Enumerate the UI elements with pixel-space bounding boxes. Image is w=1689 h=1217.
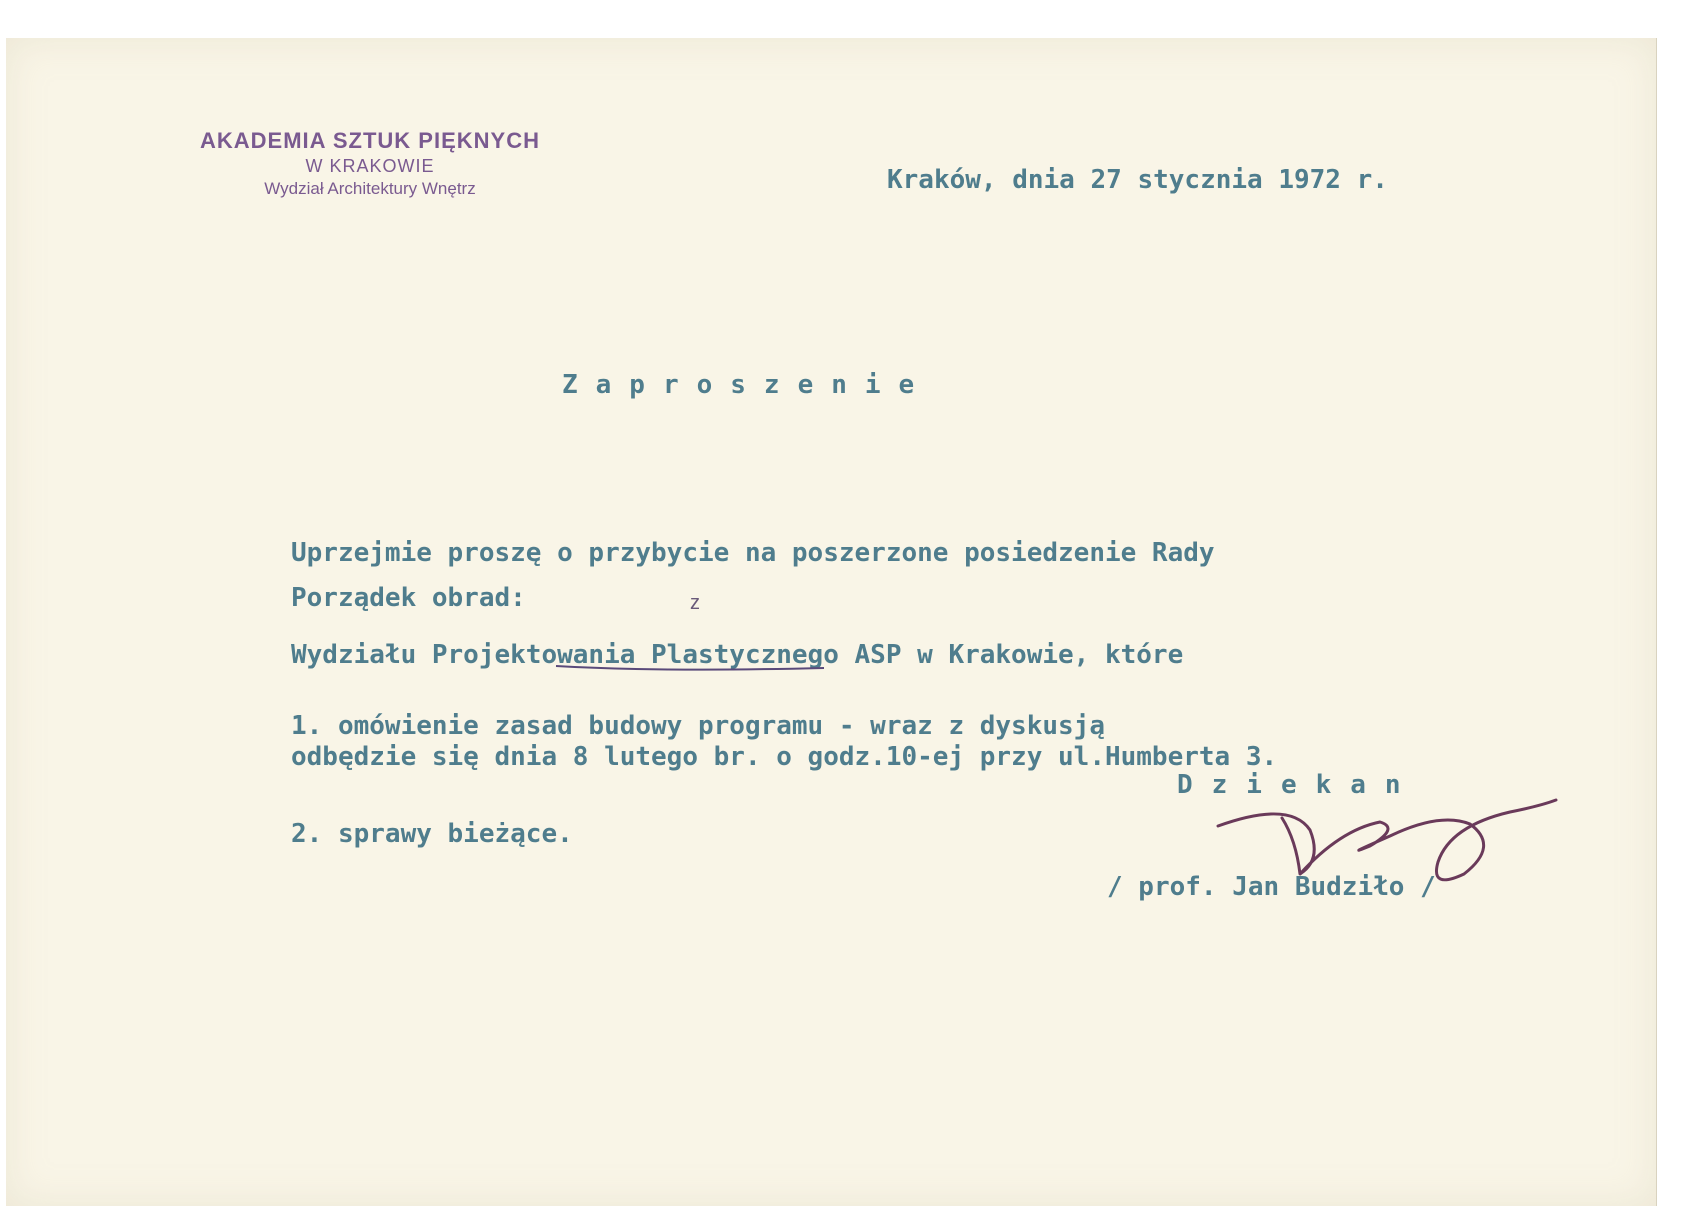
handwritten-signature [1218, 800, 1556, 880]
signatory-role: Dziekan [1177, 770, 1420, 800]
pen-underline [556, 666, 824, 670]
stamp-line-3: Wydział Architektury Wnętrz [264, 179, 476, 198]
handwritten-correction: z [690, 592, 700, 614]
agenda-item: 2. sprawy bieżące. [291, 819, 573, 849]
agenda-heading: Porządek obrad: [291, 583, 526, 613]
paragraph-line: Wydziału Projektowania Plastycznego ASP w Krakowie, które [291, 640, 1184, 670]
letter-date: Kraków, dnia 27 stycznia 1972 r. [887, 165, 1388, 195]
paragraph-line: odbędzie się dnia 8 lutego br. o godz.10-ej przy ul.Humberta 3. [291, 742, 1278, 772]
agenda-item: 1. omówienie zasad budowy programu - wraz z dyskusją [291, 711, 1105, 741]
signatory-name: / prof. Jan Budziło / [1107, 872, 1436, 902]
stamp-line-2: W KRAKOWIE [305, 156, 435, 176]
paragraph-line: Uprzejmie proszę o przybycie na poszerzone posiedzenie Rady [291, 538, 1215, 568]
handwritten-signature-stroke [1282, 818, 1300, 874]
letter-title: Zaproszenie [562, 370, 933, 400]
stamp-line-1: AKADEMIA SZTUK PIĘKNYCH [200, 128, 540, 153]
